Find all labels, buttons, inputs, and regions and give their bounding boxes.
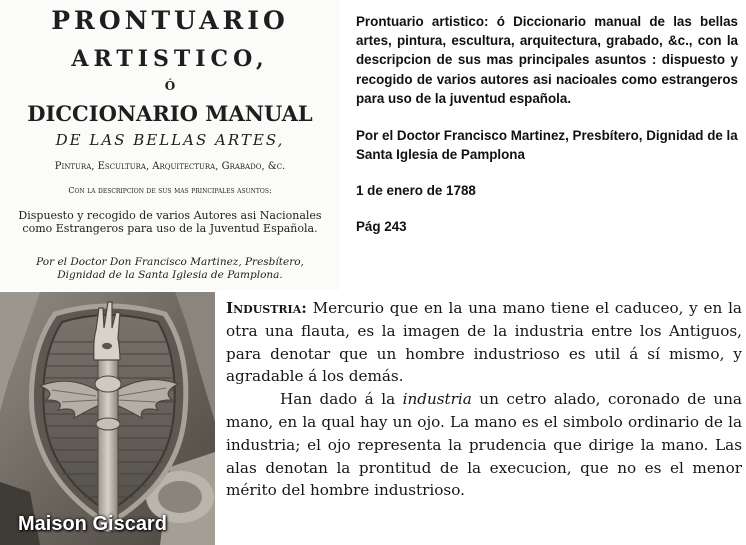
book-description: Prontuario artistico: ó Diccionario manual de las bellas artes, pintura, escultura, arquitectura, grabado, &c., con la descripcion de sus mas principales asuntos : dispuesto y recogido de varios autores asi nacioales como estrangeros para uso de la juventud española. — [356, 14, 738, 106]
entry-paragraph-2-text-a: Han dado á la — [280, 390, 403, 409]
title-line-artistico: ARTISTICO, — [71, 46, 269, 72]
entry-paragraph-2 — [226, 388, 742, 502]
title-line-o: Ó — [164, 79, 176, 93]
entry-paragraph-2-text-b: un cetro alado, coronado de una mano, en la qual hay un ojo. La mano es el simbolo ordinario de la industria; el ojo representa la prudencia que dirige la mano. Las alas denotan la prontitud de la execucion, que no es el menor mérito del hombre industrioso. — [226, 390, 742, 500]
book-page: Pág 243 — [356, 218, 407, 234]
title-line-prontuario: PRONTUARIO — [51, 6, 289, 35]
title-line-bellas-artes: DE LAS BELLAS ARTES, — [55, 131, 285, 149]
photo-credit: Maison Giscard — [18, 513, 167, 535]
book-date: 1 de enero de 1788 — [356, 183, 476, 199]
stone-relief-photo — [0, 292, 215, 545]
entry-term: Industria: — [226, 299, 307, 317]
title-line-dispuesto: Dispuesto y recogido de varios Autores asi Nacionales como Estrangeros para uso de la Juventud Española. — [18, 209, 322, 235]
stone-relief-drawing — [0, 292, 215, 545]
title-line-author: Por el Doctor Don Francisco Martinez, Presbítero, Dignidad de la Santa Iglesia de Pamplona. — [36, 256, 304, 281]
title-line-disciplines: Pintura, Escultura, Arquitectura, Grabado, &c. — [54, 161, 286, 172]
title-line-diccionario: DICCIONARIO MANUAL — [27, 101, 313, 126]
book-info-panel — [356, 12, 738, 236]
book-title-page — [0, 0, 340, 290]
entry-paragraph-1 — [226, 297, 742, 388]
title-line-descripcion: Con la descripcion de sus mas principales asuntos: — [68, 186, 272, 195]
entry-paragraph-1-text: Mercurio que en la una mano tiene el caduceo, y en la otra una flauta, es la imagen de la industria entre los Antiguos, para denotar que un hombre industrioso es util á sí mismo, y agradable á los demás. — [226, 299, 742, 386]
dictionary-entry — [226, 297, 742, 502]
book-author: Por el Doctor Francisco Martinez, Presbítero, Dignidad de la Santa Iglesia de Pamplona — [356, 128, 738, 163]
entry-paragraph-2-emphasis: industria — [402, 390, 472, 409]
